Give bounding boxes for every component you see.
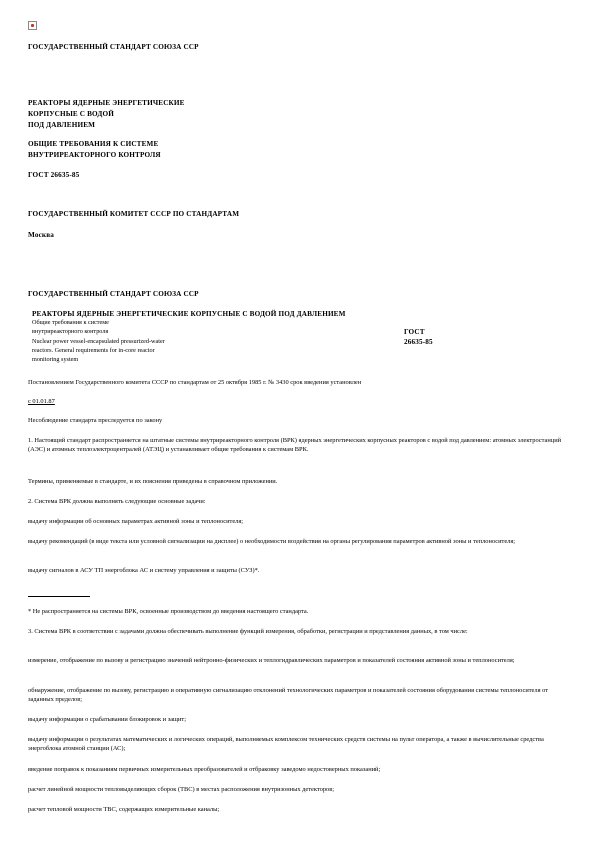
cover-code: ГОСТ 26635-85 bbox=[28, 171, 80, 179]
doc-title-en-line1: Nuclear power vessel-encapsulated pressurized-water bbox=[32, 338, 165, 345]
doc-title-en-line2: reactors. General requirements for in-core reactor bbox=[32, 347, 155, 354]
footnote-divider bbox=[28, 596, 90, 597]
paragraph-3g: расчет тепловой мощности ТВС, содержащих измерительные каналы; bbox=[28, 806, 220, 813]
paragraph-3: 3. Система ВРК в соответствии с задачами должна обеспечивать выполнение функций измерения, обработки, регистрации и представления данных, в том числе: bbox=[28, 628, 468, 635]
effective-date: с 01.01.87 bbox=[28, 398, 55, 405]
paragraph-2: 2. Система ВРК должна выполнять следующие основные задачи: bbox=[28, 498, 206, 505]
decree-text: Постановлением Государственного комитета СССР по стандартам от 25 октября 1985 г. № 3430 срок введения установлен bbox=[28, 379, 362, 386]
doc-title-ru-line2: внутриреакторного контроля bbox=[32, 328, 109, 335]
cover-subtitle-line2: ВНУТРИРЕАКТОРНОГО КОНТРОЛЯ bbox=[28, 151, 161, 159]
state-standard-heading: ГОСУДАРСТВЕННЫЙ СТАНДАРТ СОЮЗА ССР bbox=[28, 43, 199, 51]
cover-subtitle-line1: ОБЩИЕ ТРЕБОВАНИЯ К СИСТЕМЕ bbox=[28, 140, 159, 148]
paragraph-3c: выдачу информации о срабатывании блокировок и защит; bbox=[28, 716, 186, 723]
compliance-note: Несоблюдение стандарта преследуется по закону bbox=[28, 417, 163, 424]
paragraph-3a: измерение, отображение по вызову и регистрацию значений нейтронно-физических и теплогидравлических параметров и показателей состояния активной зоны и теплоносителя; bbox=[28, 657, 515, 664]
cover-title-line1: РЕАКТОРЫ ЯДЕРНЫЕ ЭНЕРГЕТИЧЕСКИЕ bbox=[28, 99, 185, 107]
footnote: * Не распространяется на системы ВРК, освоенные производством до введения настоящего стандарта. bbox=[28, 608, 309, 615]
gost-number: 26635-85 bbox=[404, 338, 433, 346]
paragraph-3d: выдачу информации о результатах математических и логических операций, выполняемых комплексом технических средств системы на пульт оператора, а также в вычислительные средства энергоблока атомной станции (АС); bbox=[28, 736, 544, 752]
paragraph-2b: выдачу рекомендаций (в виде текста или условной сигнализации на дисплее) о необходимости воздействия на органы регулирования параметров активной зоны и теплоносителя; bbox=[28, 538, 516, 545]
gost-label: ГОСТ bbox=[404, 328, 425, 336]
cover-title-line2: КОРПУСНЫЕ С ВОДОЙ bbox=[28, 110, 114, 118]
paragraph-2a: выдачу информации об основных параметрах активной зоны и теплоносителя; bbox=[28, 518, 244, 525]
cover-title-line3: ПОД ДАВЛЕНИЕМ bbox=[28, 121, 96, 129]
terms-note: Термины, применяемые в стандарте, и их пояснения приведены в справочном приложении. bbox=[28, 478, 278, 485]
paragraph-3b: обнаружение, отображение по вызову, регистрацию и оперативную сигнализацию отклонений технологических параметров и показателей состояния оборудования системы теплоносителя от заданных пределов; bbox=[28, 687, 549, 703]
paragraph-3e: введение поправок к показаниям первичных измерительных преобразователей и отбраковку заведомо недостоверных показаний; bbox=[28, 766, 381, 773]
broken-image-icon bbox=[28, 21, 37, 30]
city: Москва bbox=[28, 231, 54, 239]
paragraph-2c: выдачу сигналов в АСУ ТП энергоблока АС и систему управления и защиты (СУЗ)*. bbox=[28, 567, 260, 574]
committee-name: ГОСУДАРСТВЕННЫЙ КОМИТЕТ СССР ПО СТАНДАРТАМ bbox=[28, 210, 240, 218]
paragraph-1: 1. Настоящий стандарт распространяется на штатные системы внутриреакторного контроля (ВРК) ядерных энергетических корпусных реакторов с водой под давлением: атомных электростанций (АЭС) и атомных теплоэлектроцентралей (АТЭЦ) и устанавливает общие требования к системам ВРК. bbox=[28, 437, 562, 453]
paragraph-3f: расчет линейной мощности тепловыделяющих сборок (ТВС) в местах расположения внутризонных детекторов; bbox=[28, 786, 335, 793]
doc-state-standard-heading: ГОСУДАРСТВЕННЫЙ СТАНДАРТ СОЮЗА ССР bbox=[28, 290, 199, 298]
doc-title-ru-line1: Общие требования к системе bbox=[32, 319, 109, 326]
doc-title-en-line3: monitoring system bbox=[32, 356, 79, 363]
doc-title: РЕАКТОРЫ ЯДЕРНЫЕ ЭНЕРГЕТИЧЕСКИЕ КОРПУСНЫЕ С ВОДОЙ ПОД ДАВЛЕНИЕМ bbox=[32, 310, 346, 318]
